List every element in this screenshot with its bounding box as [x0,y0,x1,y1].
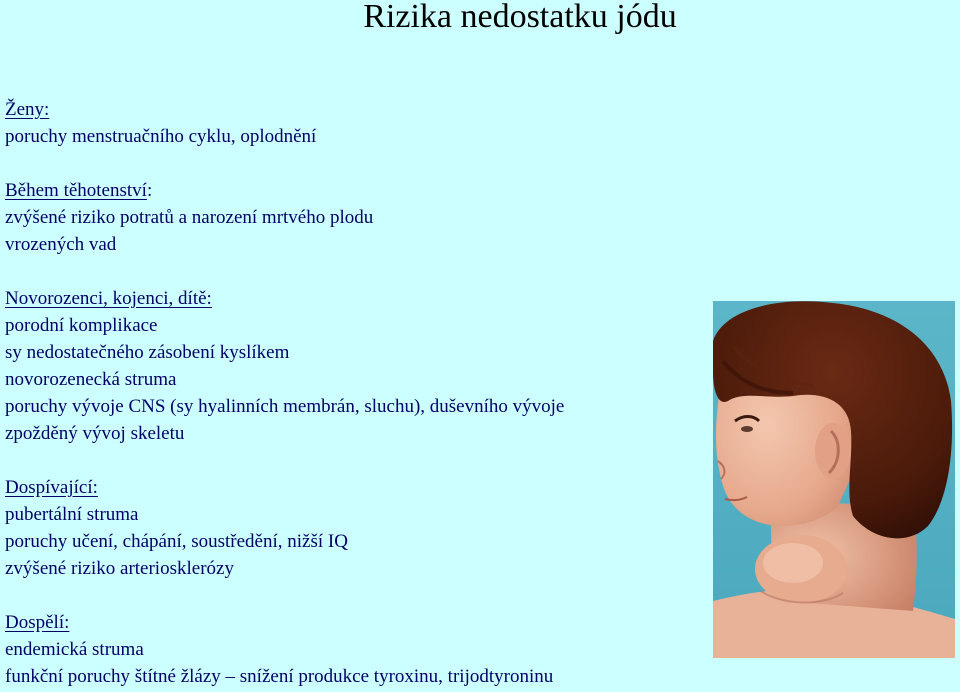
list-item: sy nedostatečného zásobení kyslíkem [5,342,290,363]
list-item: endemická struma [5,639,144,660]
section-heading-dospivajici [5,474,725,501]
section-heading-label: Ženy: [5,99,50,120]
list-item: pubertální struma [5,504,139,525]
section-heading-zeny [5,96,725,123]
list-item: funkční poruchy štítné žlázy – snížení produkce tyroxinu, trijodtyroninu [5,666,554,687]
section-heading-novorozenci [5,285,725,312]
section-heading-label: Novorozenci, kojenci, dítě: [5,288,212,309]
list-item: poruchy vývoje CNS (sy hyalinních membrán, sluchu), duševního vývoje [5,396,565,417]
section-heading-label: Dospívající: [5,477,98,498]
spacer [5,447,725,474]
goiter-child-illustration [713,301,955,658]
list-item: poruchy menstruačního cyklu, oplodnění [5,126,317,147]
section-heading-dospeli [5,609,725,636]
list-item: novorozenecká struma [5,369,177,390]
slide-title: Rizika nedostatku jódu [363,0,677,35]
spacer [5,582,725,609]
list-item: porodní komplikace [5,315,158,336]
spacer [5,150,725,177]
section-heading-label: Dospělí: [5,612,70,633]
list-item: zpožděný vývoj skeletu [5,423,185,444]
section-heading-suffix: : [146,180,153,201]
section-heading-label: Během těhotenství [5,180,147,201]
patient-photo [713,301,955,658]
list-item: zvýšené riziko potratů a narození mrtvého plodu [5,207,374,228]
list-item: poruchy učení, chápání, soustředění, nižší IQ [5,531,348,552]
section-heading-tehotenstvi [5,177,725,204]
list-item: zvýšené riziko arteriosklerózy [5,558,234,579]
list-item: vrozených vad [5,234,117,255]
slide-content [5,96,725,690]
spacer [5,258,725,285]
